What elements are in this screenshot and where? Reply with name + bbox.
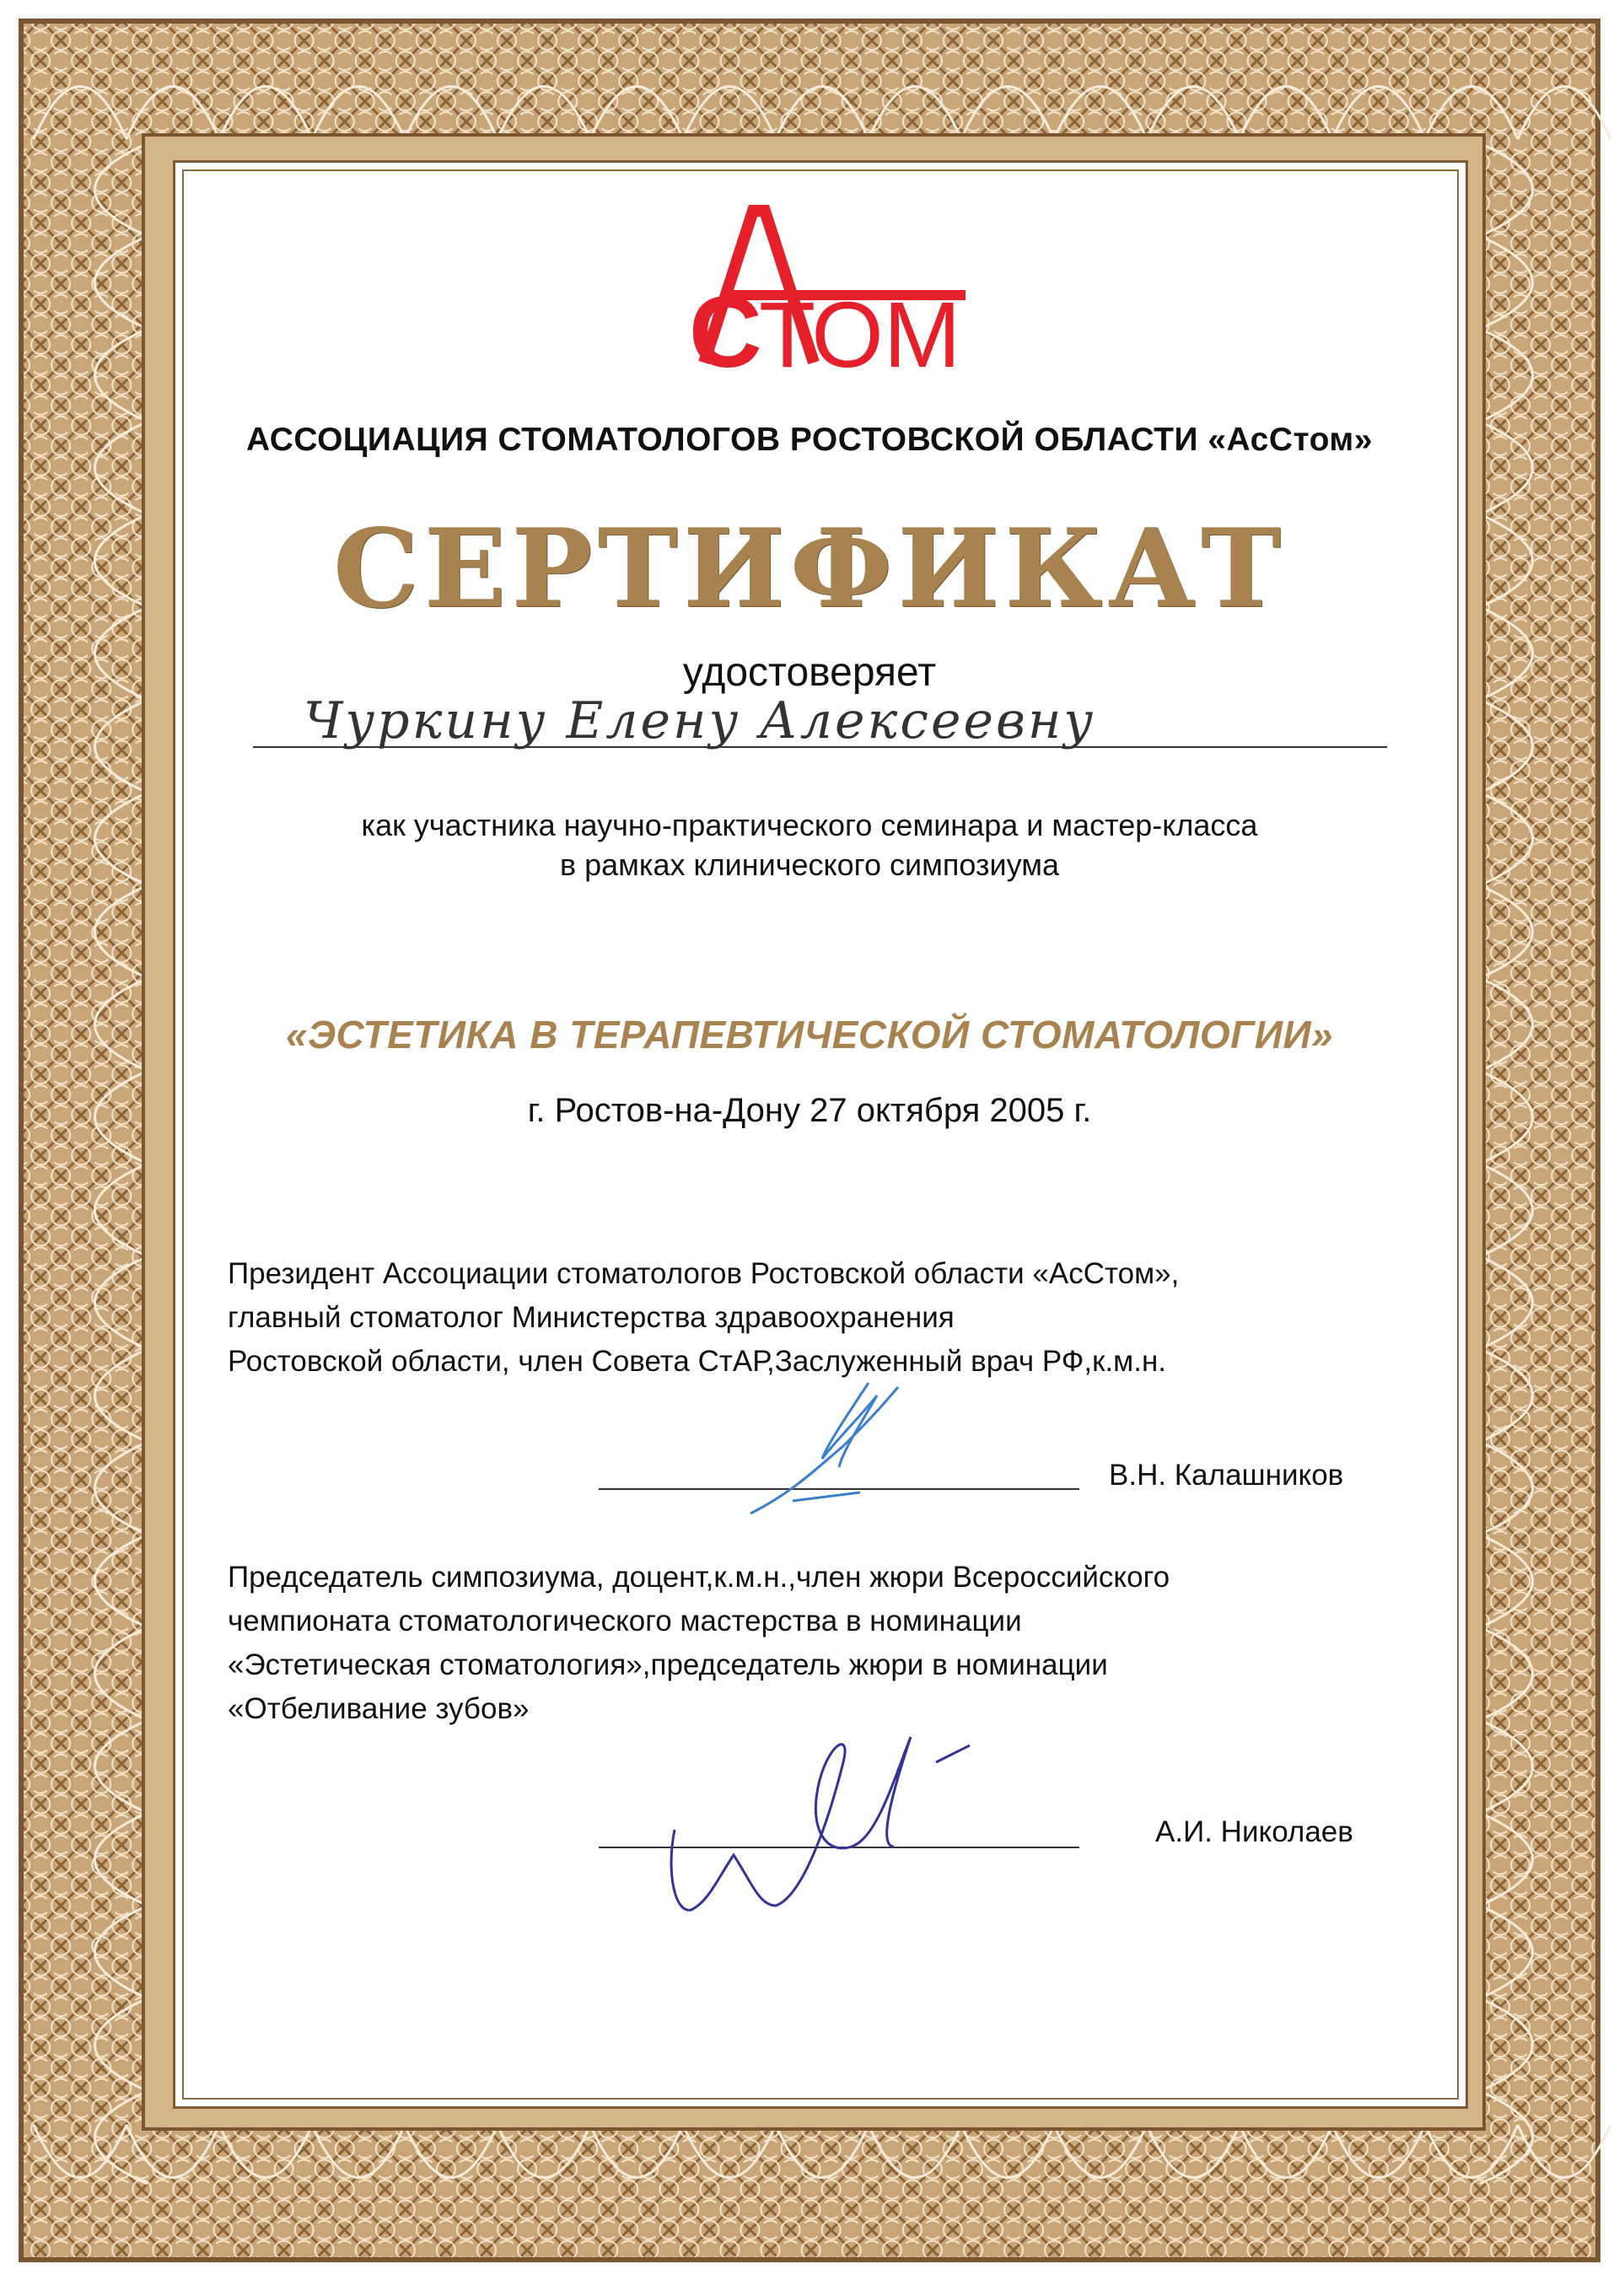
description-line-2: в рамках клинического симпозиума — [559, 847, 1059, 882]
place-date: г. Ростов-на-Дону 27 октября 2005 г. — [527, 1092, 1092, 1129]
signature-1 — [742, 1366, 911, 1526]
signatory-1-line-3: Ростовской области, член Совета СтАР,Заслуженный врач РФ,к.м.н. — [228, 1345, 1166, 1378]
svg-text:ТОМ: ТОМ — [759, 283, 961, 379]
name-underline — [253, 746, 1387, 748]
signatory-1-name: В.Н. Калашников — [1109, 1459, 1344, 1492]
organization-name: АССОЦИАЦИЯ СТОМАТОЛОГОВ РОСТОВСКОЙ ОБЛАСТИ «АсСтом» — [246, 422, 1373, 458]
description-line-1: как участника научно-практического семинара и мастер-класса — [361, 808, 1258, 842]
signatory-1-line-2: главный стоматолог Министерства здравоохранения — [228, 1301, 955, 1334]
certificate-title: СЕРТИФИКАТ — [332, 506, 1287, 632]
event-title: «ЭСТЕТИКА В ТЕРАПЕВТИЧЕСКОЙ СТОМАТОЛОГИИ» — [285, 1013, 1334, 1057]
signatory-2-line-3: «Эстетическая стоматология»,председатель жюри в номинации — [228, 1648, 1108, 1681]
description — [0, 805, 1619, 885]
signatory-2-line-1: Председатель симпозиума, доцент,к.м.н.,член жюри Всероссийского — [228, 1561, 1170, 1594]
signatory-2-line-2: чемпионата стоматологического мастерства в номинации — [228, 1605, 1022, 1637]
signature-2 — [658, 1712, 1012, 1922]
certifies-text: удостоверяет — [682, 650, 937, 695]
signatory-1-line-1: Президент Ассоциации стоматологов Ростовской области «АсСтом», — [228, 1257, 1180, 1290]
svg-text:С: С — [689, 276, 762, 379]
signatory-2-titles — [228, 1551, 1459, 1735]
signatory-2-name: А.И. Николаев — [1155, 1815, 1353, 1848]
recipient-name: Чуркину Елену Алексеевну — [304, 691, 1096, 750]
signatory-2-line-4: «Отбеливание зубов» — [228, 1692, 530, 1725]
asstom-logo — [670, 194, 974, 379]
